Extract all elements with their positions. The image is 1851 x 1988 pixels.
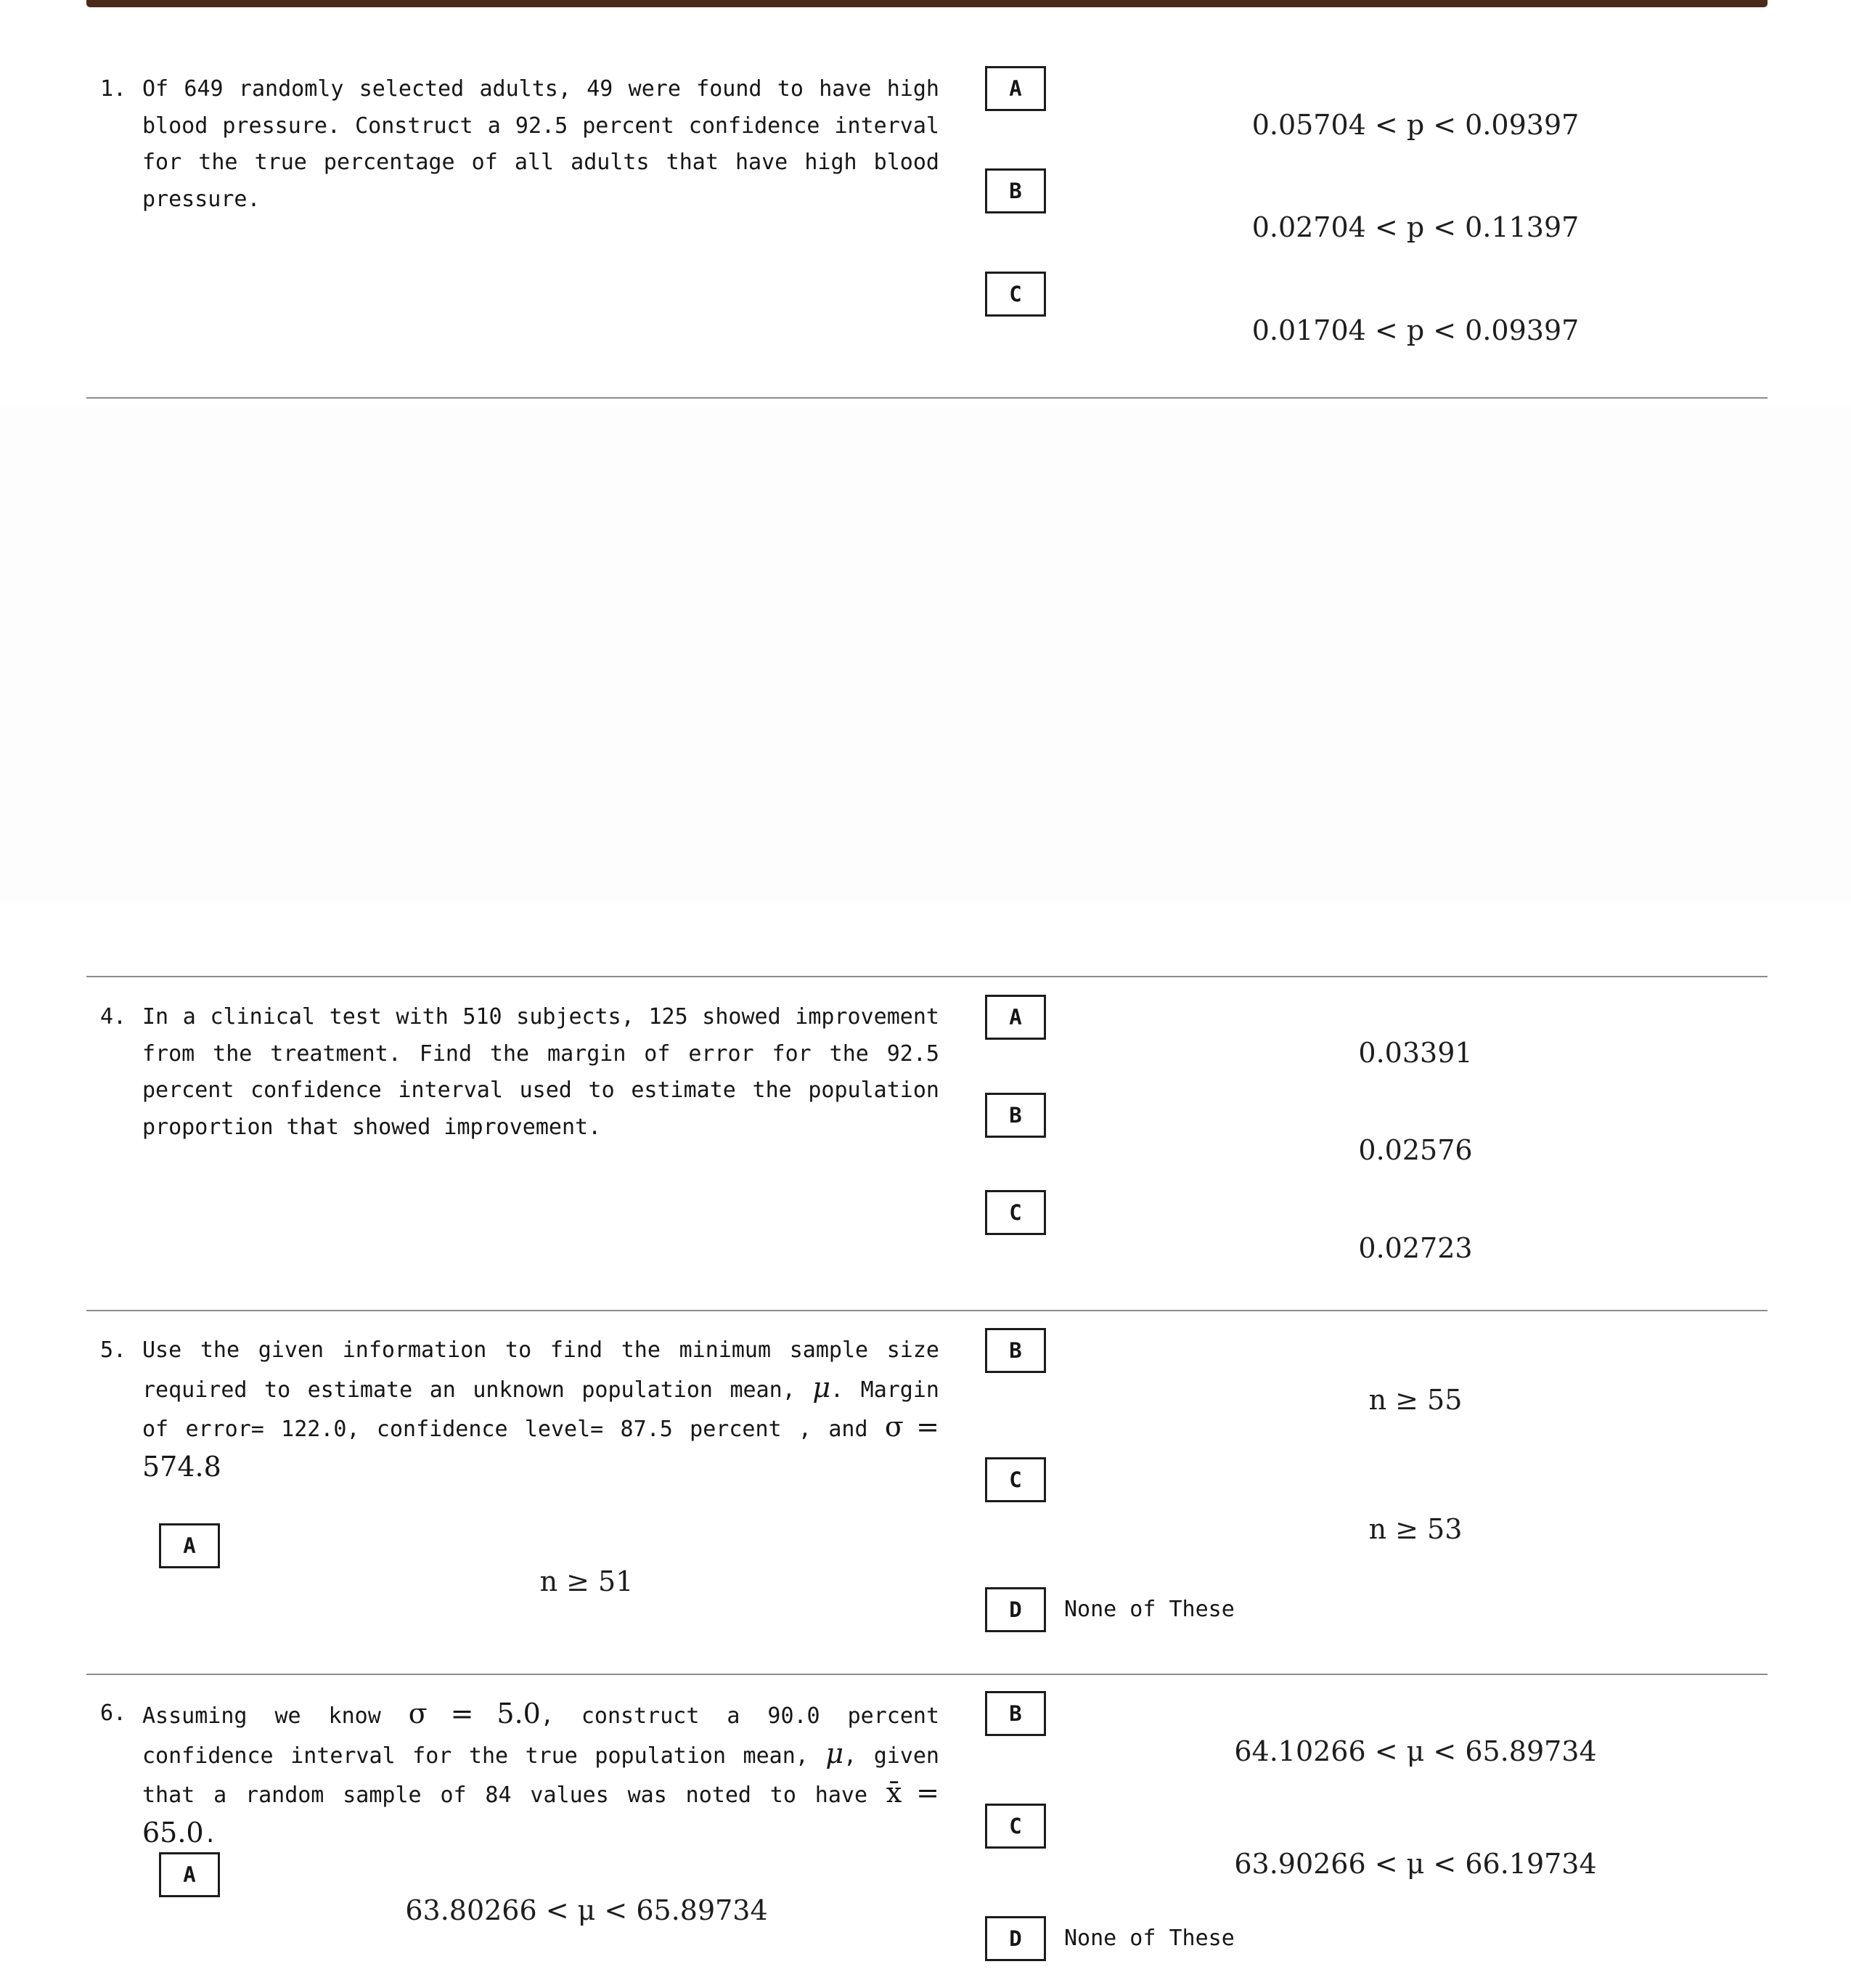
divider	[86, 1674, 1768, 1675]
option-b-q6[interactable]: B	[985, 1691, 1046, 1736]
answer-d-q5: None of These	[1064, 1597, 1235, 1622]
question-5-number: 5.	[100, 1337, 127, 1363]
option-d-q5[interactable]: D	[985, 1587, 1046, 1632]
question-6-text-b: , construct a 90.0 percent confidence interval for the true population mean,	[142, 1703, 940, 1769]
option-a-q4[interactable]: A	[985, 995, 1046, 1040]
divider	[86, 397, 1768, 399]
question-6-text-a: Assuming we know	[142, 1703, 409, 1729]
question-5-text-b: . Margin of error= 122.0, confidence level= 87.5 percent , and	[142, 1377, 939, 1442]
answer-d-q6: None of These	[1064, 1926, 1235, 1951]
question-4-number: 4.	[100, 1004, 127, 1030]
question-6-text	[142, 1695, 939, 1854]
option-a-q5[interactable]: A	[159, 1523, 220, 1568]
sigma-value: σ = 5.0	[408, 1698, 541, 1730]
answer-b-q5: n ≥ 55	[1368, 1384, 1463, 1416]
question-6-text-d: .	[203, 1822, 217, 1848]
question-5-text-a: Use the given information to find the minimum sample size required to estimate an unknown population mean,	[142, 1337, 939, 1403]
top-border	[86, 0, 1768, 7]
divider	[86, 976, 1768, 977]
answer-c-q5: n ≥ 53	[1368, 1513, 1463, 1545]
mu-symbol: μ	[825, 1737, 844, 1769]
option-a-q1[interactable]: A	[985, 66, 1046, 111]
question-4-text: In a clinical test with 510 subjects, 125 showed improvement from the treatment. Find the margin of error for the 92.5 percent confidence interval used to estimate the population proportion that showed improvement.	[142, 1004, 939, 1140]
option-c-q4[interactable]: C	[985, 1190, 1046, 1235]
option-b-q5[interactable]: B	[985, 1328, 1046, 1373]
option-c-q5[interactable]: C	[985, 1457, 1046, 1502]
answer-c-q4: 0.02723	[1358, 1232, 1473, 1264]
erased-region	[0, 407, 1851, 900]
answer-a-q4: 0.03391	[1358, 1037, 1473, 1069]
question-6-text-c: , given that a random sample of 84 values was noted to have	[142, 1743, 939, 1808]
option-b-q1[interactable]: B	[985, 168, 1046, 213]
answer-b-q1: 0.02704 < p < 0.11397	[1251, 211, 1580, 243]
xbar-value: x̄ = 65.0	[142, 1777, 939, 1849]
answer-c-q1: 0.01704 < p < 0.09397	[1251, 314, 1580, 346]
question-1-number: 1.	[100, 76, 127, 102]
divider	[86, 1310, 1768, 1311]
sigma-value: σ = 574.8	[142, 1411, 939, 1483]
option-b-q4[interactable]: B	[985, 1093, 1046, 1138]
question-1-text: Of 649 randomly selected adults, 49 were found to have high blood pressure. Construct a 92.5 percent confidence interval for the true percentage of all adults that have high blood pressure.	[142, 76, 939, 212]
answer-a-q5: n ≥ 51	[539, 1565, 634, 1597]
answer-c-q6: 63.90266 < μ < 66.19734	[1234, 1848, 1597, 1880]
answer-b-q4: 0.02576	[1358, 1134, 1473, 1166]
answer-b-q6: 64.10266 < μ < 65.89734	[1234, 1735, 1597, 1767]
option-a-q6[interactable]: A	[159, 1852, 220, 1897]
answer-a-q6: 63.80266 < μ < 65.89734	[405, 1894, 768, 1926]
option-d-q6[interactable]: D	[985, 1916, 1046, 1961]
question-5-text	[142, 1332, 939, 1488]
answer-a-q1: 0.05704 < p < 0.09397	[1251, 109, 1580, 141]
option-c-q1[interactable]: C	[985, 272, 1046, 317]
question-6-number: 6.	[100, 1700, 127, 1726]
option-c-q6[interactable]: C	[985, 1804, 1046, 1849]
mu-symbol: μ	[812, 1371, 831, 1404]
